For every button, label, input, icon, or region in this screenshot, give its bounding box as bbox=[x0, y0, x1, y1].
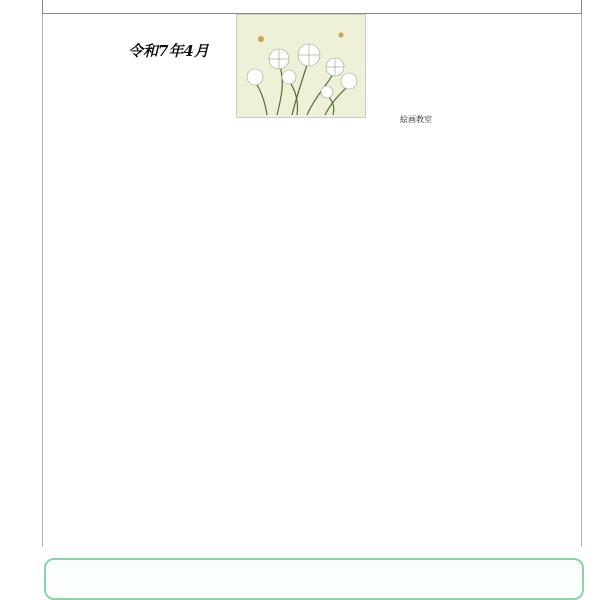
paragraph bbox=[64, 339, 564, 355]
paragraph bbox=[64, 262, 564, 278]
article-body bbox=[64, 184, 564, 468]
dandelion-illustration bbox=[236, 14, 366, 118]
paragraph bbox=[64, 390, 564, 406]
paragraph bbox=[64, 231, 564, 247]
footer-contact-box bbox=[44, 558, 584, 600]
paragraph-gap bbox=[64, 355, 564, 375]
paragraph bbox=[64, 200, 564, 216]
paragraph bbox=[64, 277, 564, 293]
paragraph bbox=[64, 308, 564, 324]
top-url-strip bbox=[42, 0, 582, 14]
dandelion-seedhead-drawing-icon bbox=[237, 15, 366, 118]
paragraph bbox=[64, 437, 564, 453]
paragraph bbox=[64, 452, 564, 468]
paragraph bbox=[64, 406, 564, 422]
illustration-caption bbox=[400, 112, 432, 128]
paragraph bbox=[64, 421, 564, 437]
paragraph bbox=[64, 184, 564, 200]
paragraph bbox=[64, 375, 564, 391]
paragraph bbox=[64, 293, 564, 309]
caption-role: 絵画教室 bbox=[400, 115, 432, 124]
issue-date: 令和7年4月 bbox=[128, 42, 209, 60]
paragraph bbox=[64, 246, 564, 262]
paragraph bbox=[64, 215, 564, 231]
paragraph bbox=[64, 324, 564, 340]
